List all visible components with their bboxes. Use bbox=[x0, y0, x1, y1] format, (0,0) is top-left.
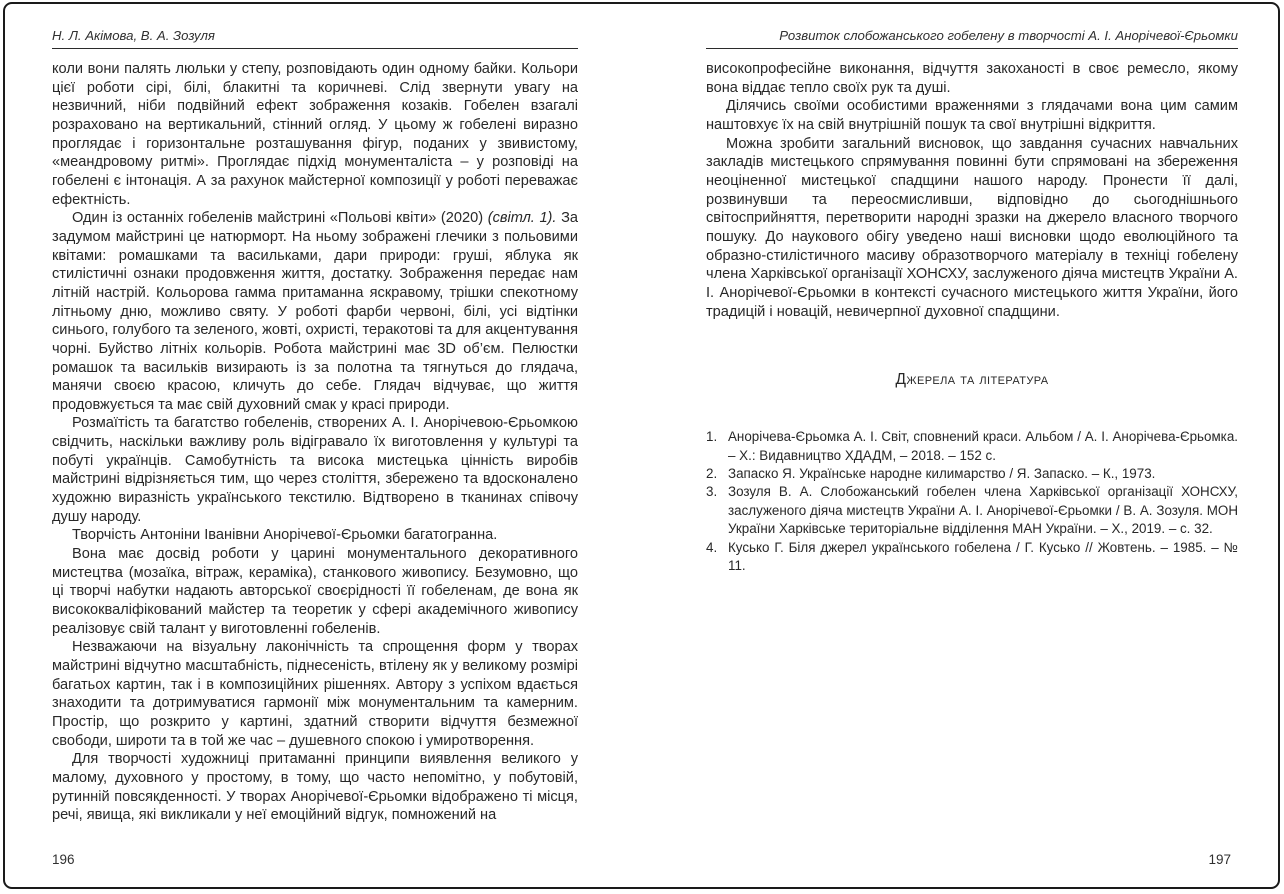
paragraph: Один із останніх гобеленів майстрині «Польові квіти» (2020) (світл. 1). За задумом майстрині це натюрморт. На ньому зображені глечики з польовими квітами: ромашками та васильками, дари природи: груші, яблука як стилістичні ознаки продовження життя, достатку. Зображення передає нам літній настрій. Кольорова гамма притаманна яскравому, трішки спекотному літньому дню, можливо святу. У роботі фарби червоні, білі, усі відтінки синього, голубого та зеленого, жовті, охристі, теракотові та для акцентування чорні. Буйство літніх кольорів. Робота майстрині має 3D об’єм. Пелюстки ромашок та васильків визирають із за полотна та тягнуться до глядача, манячи своєю красою, кличуть до себе. Глядач відчуває, що життя продовжується та має свій духовний смак у красі природи. bbox=[52, 210, 578, 413]
reference-item bbox=[706, 428, 1238, 465]
reference-text: Зозуля В. А. Слобожанський гобелен члена Харківської організації ХОНСХУ, заслуженого діяча мистецтв України А. І. Анорічевої-Єрьомки / В. А. Зозуля. МОН України Харківське територіальне відділення МАН України. – Х., 2019. – с. 32. bbox=[728, 484, 1238, 537]
reference-item bbox=[706, 465, 1238, 483]
reference-number: 2. bbox=[706, 466, 718, 481]
reference-item bbox=[706, 539, 1238, 576]
page-body-right bbox=[706, 60, 1238, 321]
paragraph: Вона має досвід роботи у царині монументального декоративного мистецтва (мозаїка, вітраж, кераміка), станкового живопису. Безумовно, що ці творчі набутки надають авторської своєрідності її гобеленам, де вона як висококваліфікований майстер та теоретик у сфері академічного живопису реалізовує свій талант у виготовленні гобеленів. bbox=[52, 546, 578, 637]
page-right bbox=[706, 28, 1238, 878]
reference-item bbox=[706, 483, 1238, 538]
paragraph: Ділячись своїми особистими враженнями з глядачами вона цим самим наштовхує їх на свій внутрішній пошук та свої внутрішні відкриття. bbox=[706, 98, 1238, 133]
reference-text: Кусько Г. Біля джерел українського гобелена / Г. Кусько // Жовтень. – 1985. – № 11. bbox=[728, 539, 1238, 574]
reference-number: 3. bbox=[706, 484, 718, 500]
paragraph: Творчість Антоніни Іванівни Анорічевої-Єрьомки багатогранна. bbox=[72, 527, 498, 544]
paragraph: високопрофесійне виконання, відчуття закоханості в своє ремесло, якому вона віддає тепло своїх рук та душі. bbox=[706, 61, 1238, 96]
paragraph: Можна зробити загальний висновок, що завдання сучасних навчальних закладів мистецького спрямування повинні бути спрямовані на збереження неоціненної мистецької спадщини нашого народу. Пронести її далі, розвинувши та переосмисливши, відповідно до сьогоднішнього світосприйняття, перетворити народні зразки на джерело власного творчого пошуку. До наукового обігу уведено наші висновки щодо еволюційного та образно-стилістичного масиву образотворчого матеріалу в техніці гобелену члена Харківської організації ХОНСХУ, заслуженого діяча мистецтв України А. І. Анорічевої-Єрьомки в контексті сучасного мистецького життя України, його традицій і новацій, невичерпної духовної спадщини. bbox=[706, 135, 1238, 320]
paragraph: Незважаючи на візуальну лаконічність та спрощення форм у творах майстрині відчутно масштабність, піднесеність, втілену як у великому розмірі багатьох картин, так і в композиційних рішеннях. Автору з успіхом вдається знаходити та дотримуватися гармонії між монументальним та камерним. Простір, що розкрито у картині, здатний створити відчуття безмежної свободи, широти та в той же час – душевного спокою і умиротворення. bbox=[52, 639, 578, 749]
running-header-title: Розвиток слобожанського гобелену в творчості А. І. Анорічевої-Єрьомки bbox=[706, 28, 1238, 49]
references-heading: Джерела та література bbox=[895, 371, 1049, 389]
page-number: 196 bbox=[52, 852, 75, 867]
reference-number: 4. bbox=[706, 539, 718, 555]
reference-text: Анорічева-Єрьомка А. І. Світ, сповнений краси. Альбом / А. І. Анорічева-Єрьомка. – Х.: Видавництво ХДАДМ, – 2018. – 152 с. bbox=[728, 429, 1238, 463]
paragraph: Розмаїтість та багатство гобеленів, створених А. І. Анорічевою-Єрьомкою свідчить, наскільки важливу роль відігравало їх виготовлення у культурі та побуті українців. Самобутність та висока мистецька цінність виробів майстрині відрізняється тим, що через століття, збережено та вдосконалено художню виразність українського текстилю. Відтворено в тканинах співочу душу народу. bbox=[52, 415, 578, 525]
reference-text: Запаско Я. Українське народне килимарство / Я. Запаско. – К., 1973. bbox=[728, 466, 1156, 481]
reference-number: 1. bbox=[706, 429, 718, 445]
page-left bbox=[52, 28, 578, 878]
references-list bbox=[706, 428, 1238, 575]
paragraph: коли вони палять люльки у степу, розповідають один одному байки. Кольори цієї роботи сірі, білі, блакитні та коричневі. Слід звернути увагу на незвичний, ніби подвійний ефект зображення козаків. Гобелен взагалі розраховано на вертикальний, стінний огляд. У цьому ж гобелені виразно проглядає і горизонтальне розташування фігур, поданих у звивистому, «меандровому ритмі». Проглядає підхід монументаліста – у розповіді на гобелені є інтонація. А за рахунок майстерної композиції у роботі переважає ефектність. bbox=[52, 61, 578, 208]
paragraph: Для творчості художниці притаманні принципи виявлення великого у малому, духовного у простому, в тому, що часто непомітно, у побутовій, рутинній повсякденності. У творах Анорічевої-Єрьомки відображено ті місця, речі, явища, які викликали у неї емоційний відгук, помножений на bbox=[52, 751, 578, 824]
running-header-authors: Н. Л. Акімова, В. А. Зозуля bbox=[52, 28, 578, 49]
page-body-left bbox=[52, 60, 578, 825]
page-number: 197 bbox=[1208, 852, 1231, 867]
